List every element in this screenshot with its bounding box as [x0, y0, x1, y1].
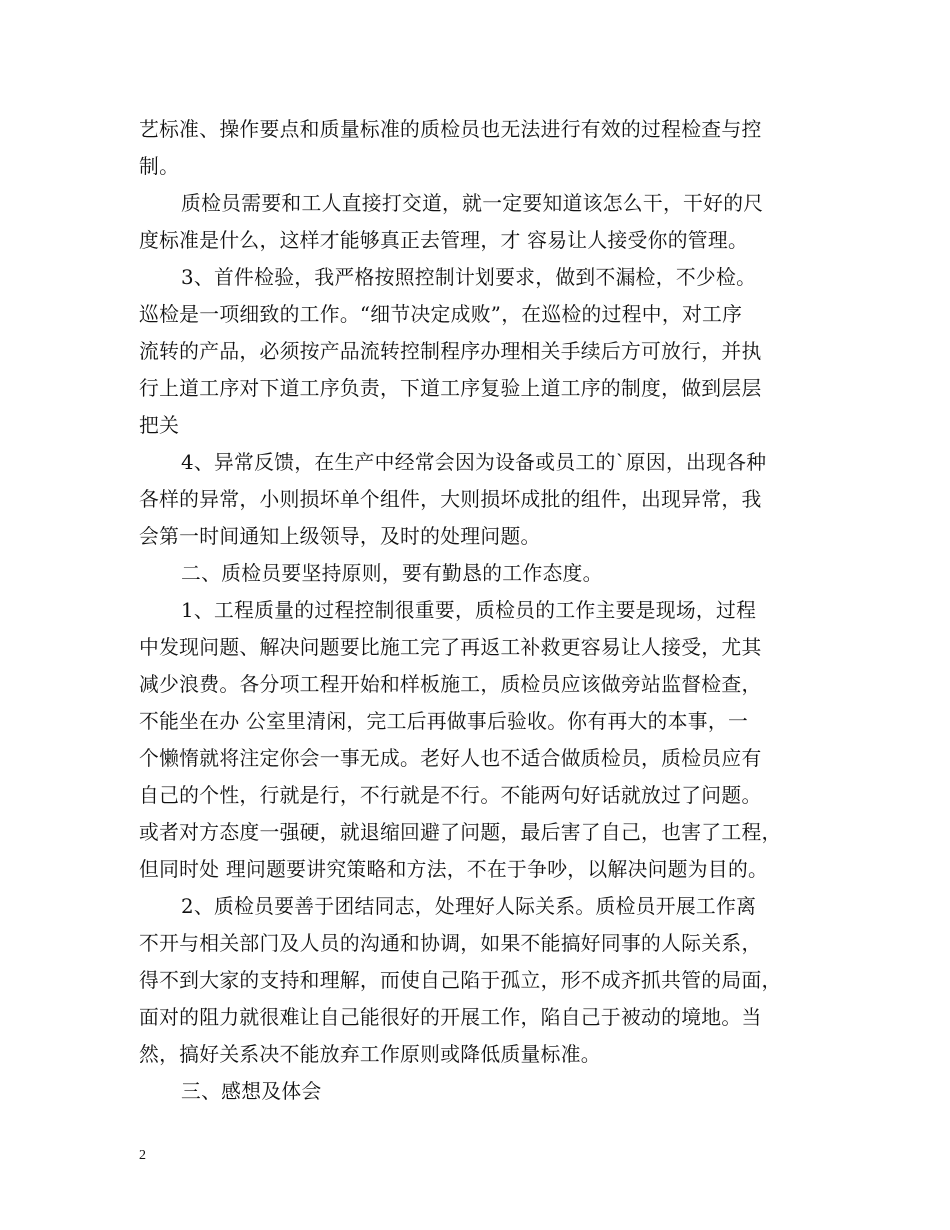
page-number: 2	[139, 1148, 146, 1163]
text-line: 把关	[139, 414, 180, 437]
text-line: 不开与相关部门及人员的沟通和协调，如果不能搞好同事的人际关系，	[139, 932, 762, 955]
text-line: 会第一时间通知上级领导，及时的处理问题。	[139, 525, 541, 548]
text-line: 4、异常反馈，在生产中经常会因为设备或员工的`原因，出现各种	[181, 451, 767, 474]
text-line: 行上道工序对下道工序负责，下道工序复验上道工序的制度，做到层层	[139, 377, 762, 400]
text-line: 度标准是什么，这样才能够真正去管理，才 容易让人接受你的管理。	[139, 229, 749, 252]
section-heading: 三、感想及体会	[181, 1080, 322, 1103]
text-line: 减少浪费。各分项工程开始和样板施工，质检员应该做旁站监督检查，	[139, 673, 762, 696]
text-line: 流转的产品，必须按产品流转控制程序办理相关手续后方可放行，并执	[139, 340, 762, 363]
text-line: 巡检是一项细致的工作。“细节决定成败”，在巡检的过程中，对工序	[139, 303, 743, 326]
text-line: 然，搞好关系决不能放弃工作原则或降低质量标准。	[139, 1043, 601, 1066]
text-line: 个懒惰就将注定你会一事无成。老好人也不适合做质检员，质检员应有	[139, 747, 762, 770]
text-line: 或者对方态度一强硬，就退缩回避了问题，最后害了自己，也害了工程，	[139, 821, 782, 844]
text-line: 1、工程质量的过程控制很重要，质检员的工作主要是现场，过程	[181, 599, 757, 622]
text-line: 质检员需要和工人直接打交道，就一定要知道该怎么干，干好的尺	[181, 192, 764, 215]
text-line: 艺标准、操作要点和质量标准的质检员也无法进行有效的过程检查与控	[139, 118, 762, 141]
text-line: 各样的异常，小则损坏单个组件，大则损坏成批的组件，出现异常，我	[139, 488, 762, 511]
text-line: 制。	[139, 155, 180, 178]
text-line: 自己的个性，行就是行，不行就是不行。不能两句好话就放过了问题。	[139, 784, 762, 807]
text-line: 面对的阻力就很难让自己能很好的开展工作，陷自己于被动的境地。当	[139, 1006, 762, 1029]
text-line: 得不到大家的支持和理解，而使自己陷于孤立，形不成齐抓共管的局面，	[139, 969, 782, 992]
section-heading: 二、质检员要坚持原则，要有勤恳的工作态度。	[181, 562, 603, 585]
text-line: 但同时处 理问题要讲究策略和方法，不在于争吵，以解决问题为目的。	[139, 858, 769, 881]
text-line: 3、首件检验，我严格按照控制计划要求，做到不漏检，不少检。	[181, 266, 757, 289]
text-line: 不能坐在办 公室里清闲，完工后再做事后验收。你有再大的本事，一	[139, 710, 749, 733]
text-line: 2、质检员要善于团结同志，处理好人际关系。质检员开展工作离	[181, 895, 757, 918]
text-line: 中发现问题、解决问题要比施工完了再返工补救更容易让人接受，尤其	[139, 636, 762, 659]
